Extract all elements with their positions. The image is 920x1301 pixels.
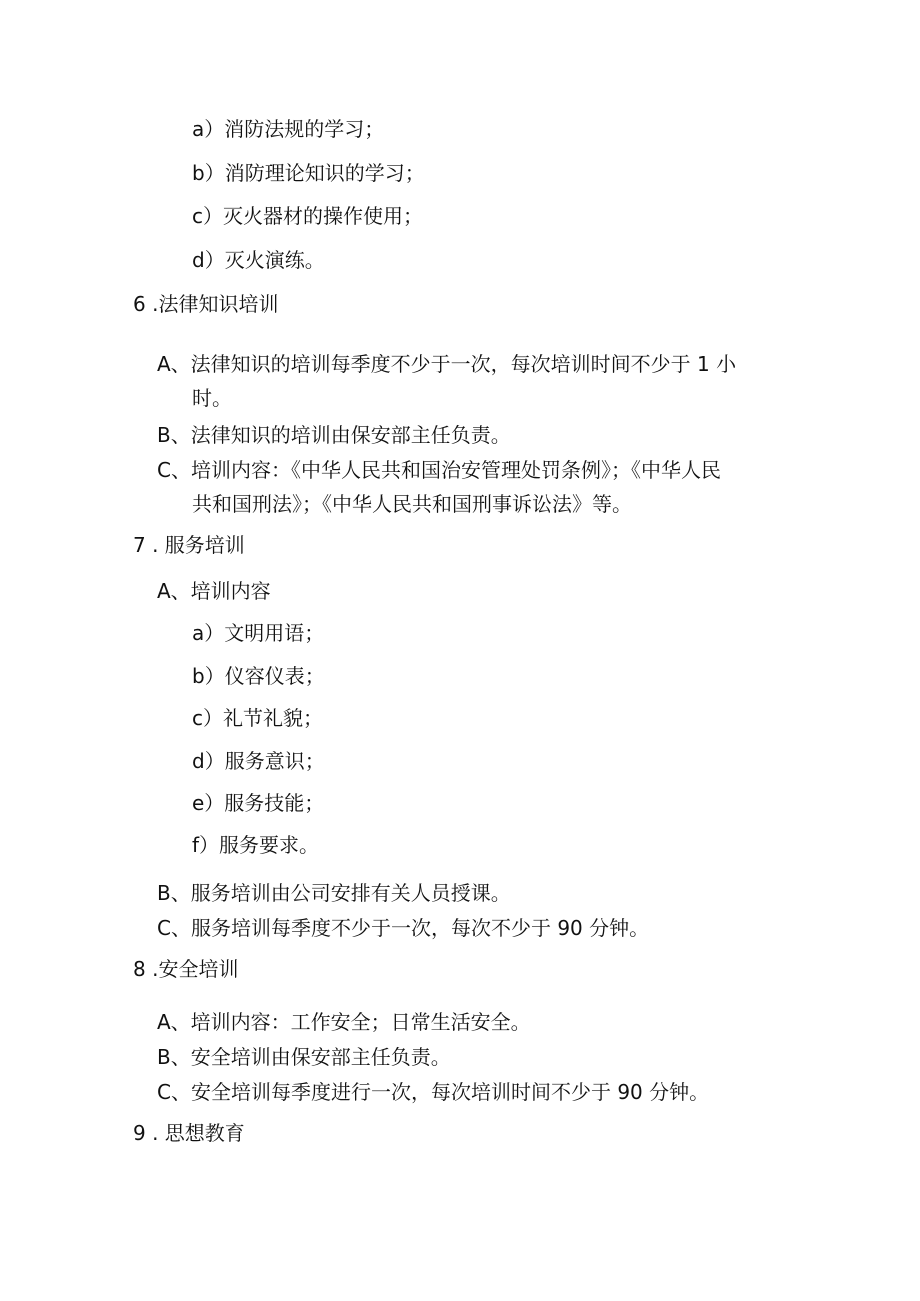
list-item: C、安全培训每季度进行一次，每次培训时间不少于 90 分钟。 — [157, 1080, 710, 1104]
list-item: d）灭火演练。 — [192, 248, 325, 272]
list-item: B、安全培训由保安部主任负责。 — [157, 1045, 451, 1069]
list-item: d）服务意识； — [192, 749, 325, 773]
list-item: a）消防法规的学习； — [192, 117, 385, 141]
list-item: A、培训内容 — [157, 579, 271, 603]
list-item: e）服务技能； — [192, 791, 325, 815]
list-item: b）仪容仪表； — [192, 664, 325, 688]
list-item-continuation: 时。 — [192, 386, 232, 410]
list-item: A、法律知识的培训每季度不少于一次，每次培训时间不少于 1 小 — [157, 352, 737, 376]
section-heading-7: 7 . 服务培训 — [133, 533, 245, 557]
list-item: B、服务培训由公司安排有关人员授课。 — [157, 881, 511, 905]
list-item: b）消防理论知识的学习； — [192, 161, 425, 185]
list-item-continuation: 共和国刑法》；《中华人民共和国刑事诉讼法》等。 — [192, 492, 632, 516]
list-item: f）服务要求。 — [192, 833, 320, 857]
list-item: c）灭火器材的操作使用； — [192, 204, 423, 228]
list-item: B、法律知识的培训由保安部主任负责。 — [157, 423, 511, 447]
section-heading-9: 9 . 思想教育 — [133, 1121, 245, 1145]
list-item: C、服务培训每季度不少于一次，每次不少于 90 分钟。 — [157, 916, 650, 940]
section-heading-8: 8 .安全培训 — [133, 957, 239, 981]
list-item: a）文明用语； — [192, 621, 325, 645]
list-item: c）礼节礼貌； — [192, 706, 323, 730]
section-heading-6: 6 .法律知识培训 — [133, 292, 279, 316]
list-item: A、培训内容：工作安全；日常生活安全。 — [157, 1010, 531, 1034]
list-item: C、培训内容：《中华人民共和国治安管理处罚条例》；《中华人民 — [157, 458, 721, 482]
